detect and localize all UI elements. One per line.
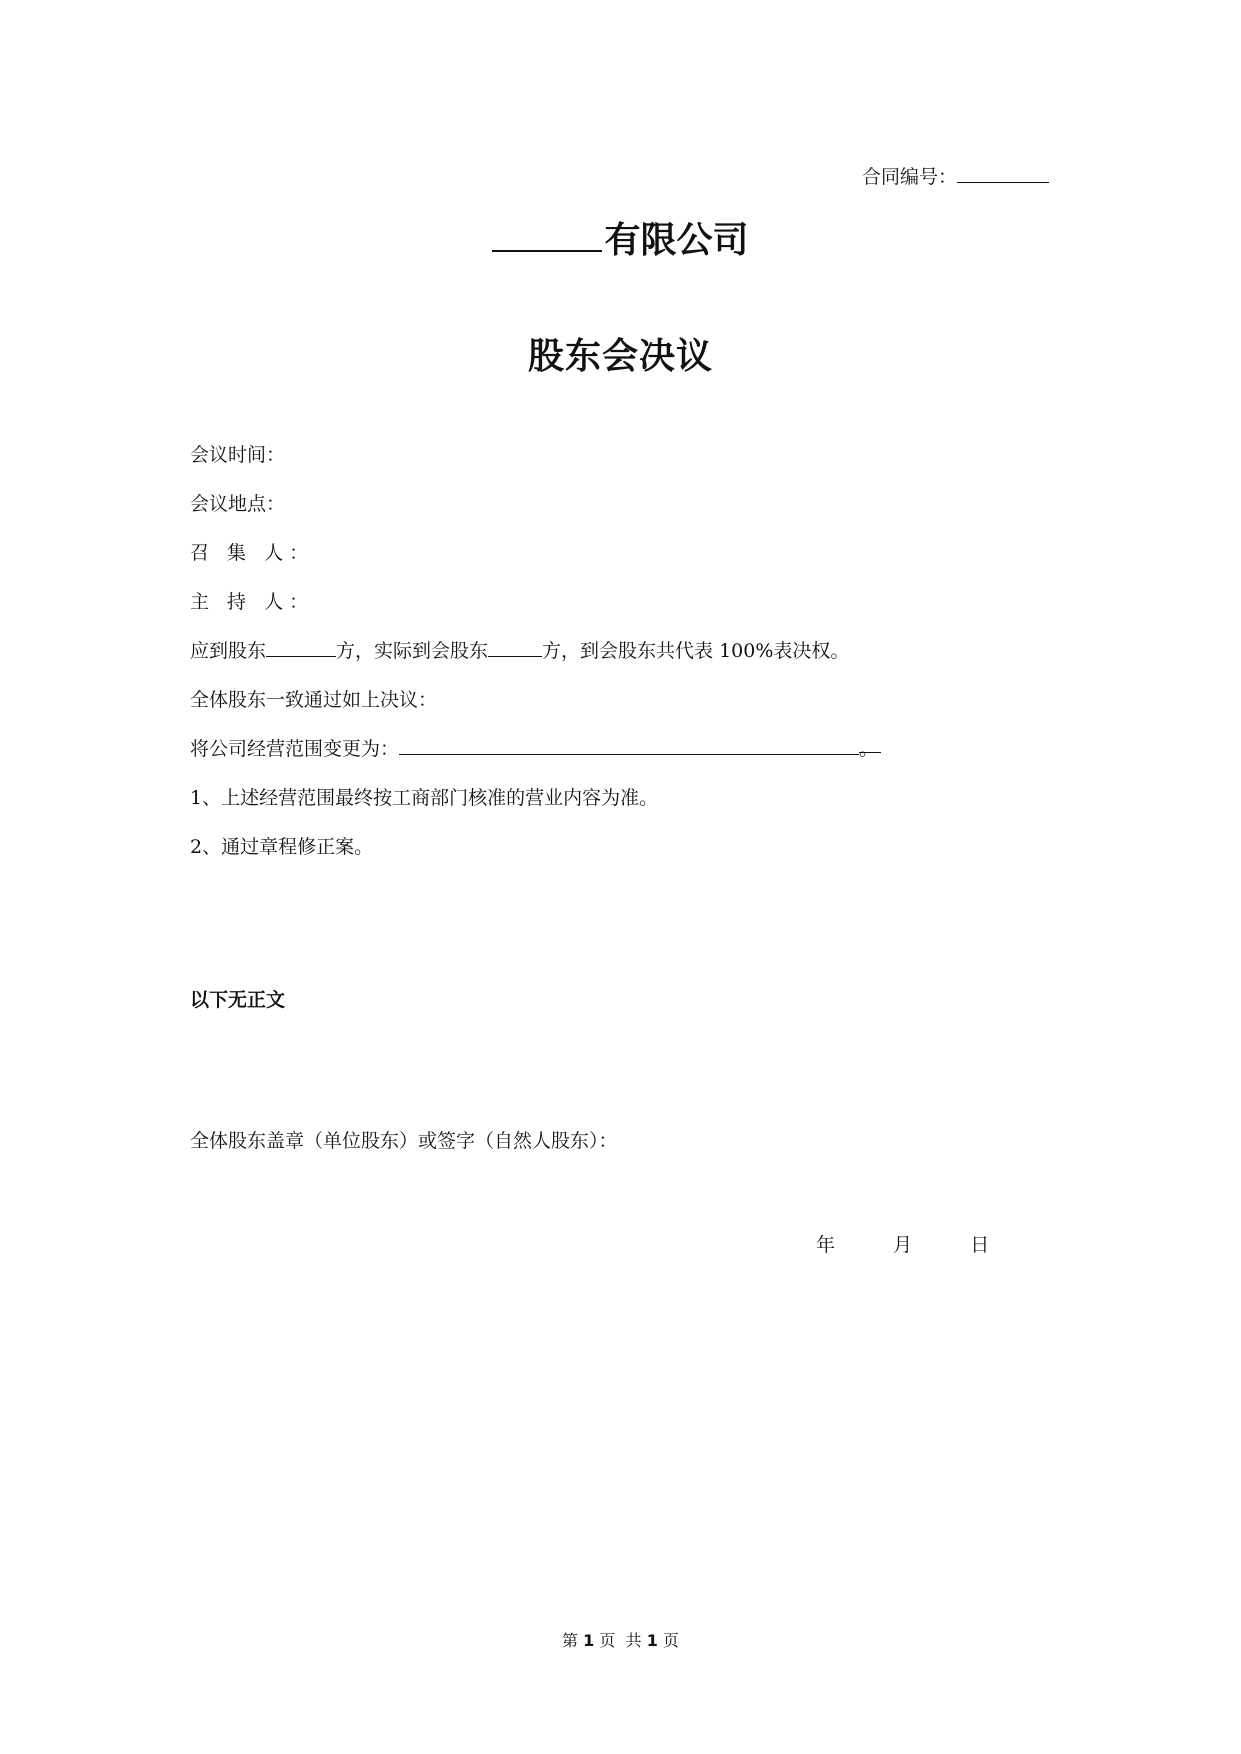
footer-total-suffix: 页: [662, 1631, 679, 1650]
footer-current-page: 1: [583, 1631, 595, 1650]
resolution-item-2: 2、通过章程修正案。: [190, 836, 374, 858]
business-scope-end: 。: [859, 734, 881, 753]
date-day: 日: [970, 1234, 990, 1256]
contract-number-blank: [957, 164, 1049, 183]
meeting-convener: 召 集 人：: [190, 542, 315, 564]
resolution-intro: 全体股东一致通过如上决议：: [190, 689, 438, 711]
business-scope-line: [190, 734, 881, 761]
document-title: 股东会决议: [527, 336, 713, 377]
date-month: 月: [893, 1234, 913, 1256]
no-further-text-note: 以下无正文: [190, 989, 286, 1011]
signature-date: [816, 1230, 989, 1257]
meeting-place: 会议地点：: [190, 493, 286, 515]
business-scope-label: 将公司经营范围变更为：: [190, 738, 400, 760]
expected-shareholders-blank: [266, 638, 336, 657]
attendance-part1: 应到股东: [190, 640, 267, 662]
attending-shareholders-blank: [488, 638, 542, 657]
company-name-blank: [492, 216, 602, 252]
business-scope-blank: [399, 736, 859, 755]
meeting-time: 会议时间：: [190, 444, 286, 466]
signature-label: 全体股东盖章（单位股东）或签字（自然人股东）：: [190, 1130, 618, 1152]
footer-total-pages: 1: [646, 1631, 658, 1650]
footer-total-prefix: 共: [625, 1631, 642, 1650]
resolution-item-1: 1、上述经营范围最终按工商部门核准的营业内容为准。: [190, 787, 659, 809]
attendance-part2: 方，实际到会股东: [336, 640, 489, 662]
attendance-part3: 方，到会股东共代表 100%表决权。: [542, 640, 850, 662]
footer-prefix: 第: [562, 1631, 579, 1650]
contract-number: [862, 162, 1049, 189]
company-title: [0, 212, 1241, 263]
date-year: 年: [816, 1234, 836, 1256]
attendance-line: [190, 636, 849, 663]
contract-number-label: 合同编号：: [862, 166, 958, 188]
footer-page-word: 页: [599, 1631, 616, 1650]
meeting-host: 主 持 人：: [190, 591, 315, 613]
page-footer: [0, 1628, 1241, 1651]
company-suffix: 有限公司: [604, 220, 749, 261]
